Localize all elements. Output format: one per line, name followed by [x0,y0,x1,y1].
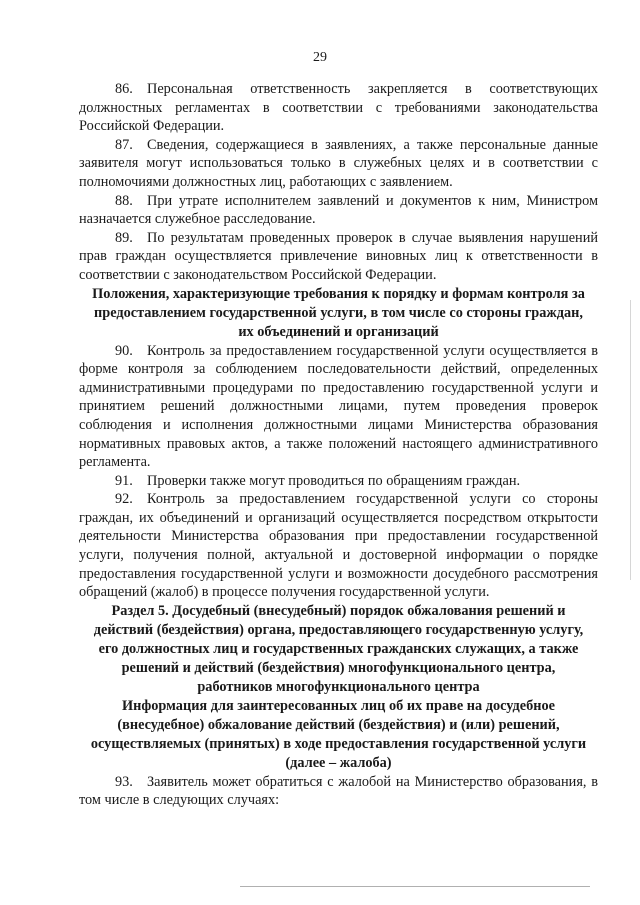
section-heading-complaint-info [79,697,598,773]
section-heading-razdel-5 [79,602,598,697]
heading-line: их объединений и организаций [238,323,439,340]
paragraph-86 [79,80,598,136]
paragraph-text: Проверки также могут проводиться по обращениям граждан. [147,472,521,489]
heading-line: Раздел 5. Досудебный (внесудебный) порядок обжалования решений и [111,602,566,619]
paragraph-text: По результатам проведенных проверок в случае выявления нарушений прав граждан осуществляется привлечение виновных лиц к ответственности в соответствии с законодательством Российской Федерации. [79,229,598,283]
page-body [79,80,598,810]
paragraph-89 [79,229,598,285]
page-number: 29 [313,50,327,65]
paragraph-91 [79,472,598,491]
heading-line: работников многофункционального центра [197,678,480,695]
heading-line: (далее – жалоба) [285,754,392,771]
paragraph-92 [79,490,598,602]
heading-line: Информация для заинтересованных лиц об их праве на досудебное [122,697,555,714]
paragraph-text: Контроль за предоставлением государственной услуги со стороны граждан, их объединений и организаций осуществляется посредством открытости деятельности Министерства образования при предоставлении государственной услуги, получения полной, актуальной и достоверной информации о порядке предоставления государственной услуги и возможности досудебного рассмотрения обращений (жалоб) в процессе получения государственной услуги. [79,491,598,601]
paragraph-text: При утрате исполнителем заявлений и документов к ним, Министром назначается служебное расследование. [79,192,598,228]
paragraph-87 [79,136,598,192]
paragraph-text: Контроль за предоставлением государственной услуги осуществляется в форме контроля за соблюдением последовательности действий, определенных административными процедурами по предоставлению государственной услуги и принятием решений должностными лицами, путем проведения проверок соблюдения и исполнения должностными лицами Министерства образования нормативных правовых актов, а также положений настоящего административного регламента. [79,342,598,471]
paragraph-number: 86. [115,81,133,97]
scan-edge-shadow [630,300,631,580]
section-heading-control [79,285,598,342]
paragraph-93 [79,773,598,810]
heading-line: предоставлением государственной услуги, в том числе со стороны граждан, [94,304,583,321]
paragraph-text: Заявитель может обратиться с жалобой на Министерство образования, в том числе в следующих случаях: [79,773,598,809]
scan-bottom-line [240,886,590,887]
paragraph-text: Персональная ответственность закрепляется в соответствующих должностных регламентах в соответствии с требованиями законодательства Российской Федерации. [79,81,598,135]
paragraph-number: 90. [115,342,133,359]
paragraph-number: 91. [115,472,133,489]
paragraph-number: 87. [115,136,133,153]
heading-line: (внесудебное) обжалование действий (бездействия) и (или) решений, [117,716,560,733]
heading-line: его должностных лиц и государственных гражданских служащих, а также [98,640,579,657]
paragraph-88 [79,192,598,229]
paragraph-number: 92. [115,491,133,508]
heading-line: решений и действий (бездействия) многофункционального центра, [121,659,556,676]
paragraph-number: 93. [115,773,133,790]
heading-line: осуществляемых (принятых) в ходе предоставления государственной услуги [90,735,587,752]
paragraph-number: 88. [115,192,133,209]
paragraph-text: Сведения, содержащиеся в заявлениях, а также персональные данные заявителя могут использоваться только в служебных целях и в соответствии с полномочиями должностных лиц, работающих с заявлением. [79,136,598,190]
paragraph-number: 89. [115,229,133,246]
heading-line: действий (бездействия) органа, предоставляющего государственную услугу, [93,621,584,638]
heading-line: Положения, характеризующие требования к порядку и формам контроля за [92,285,585,302]
paragraph-90 [79,342,598,472]
